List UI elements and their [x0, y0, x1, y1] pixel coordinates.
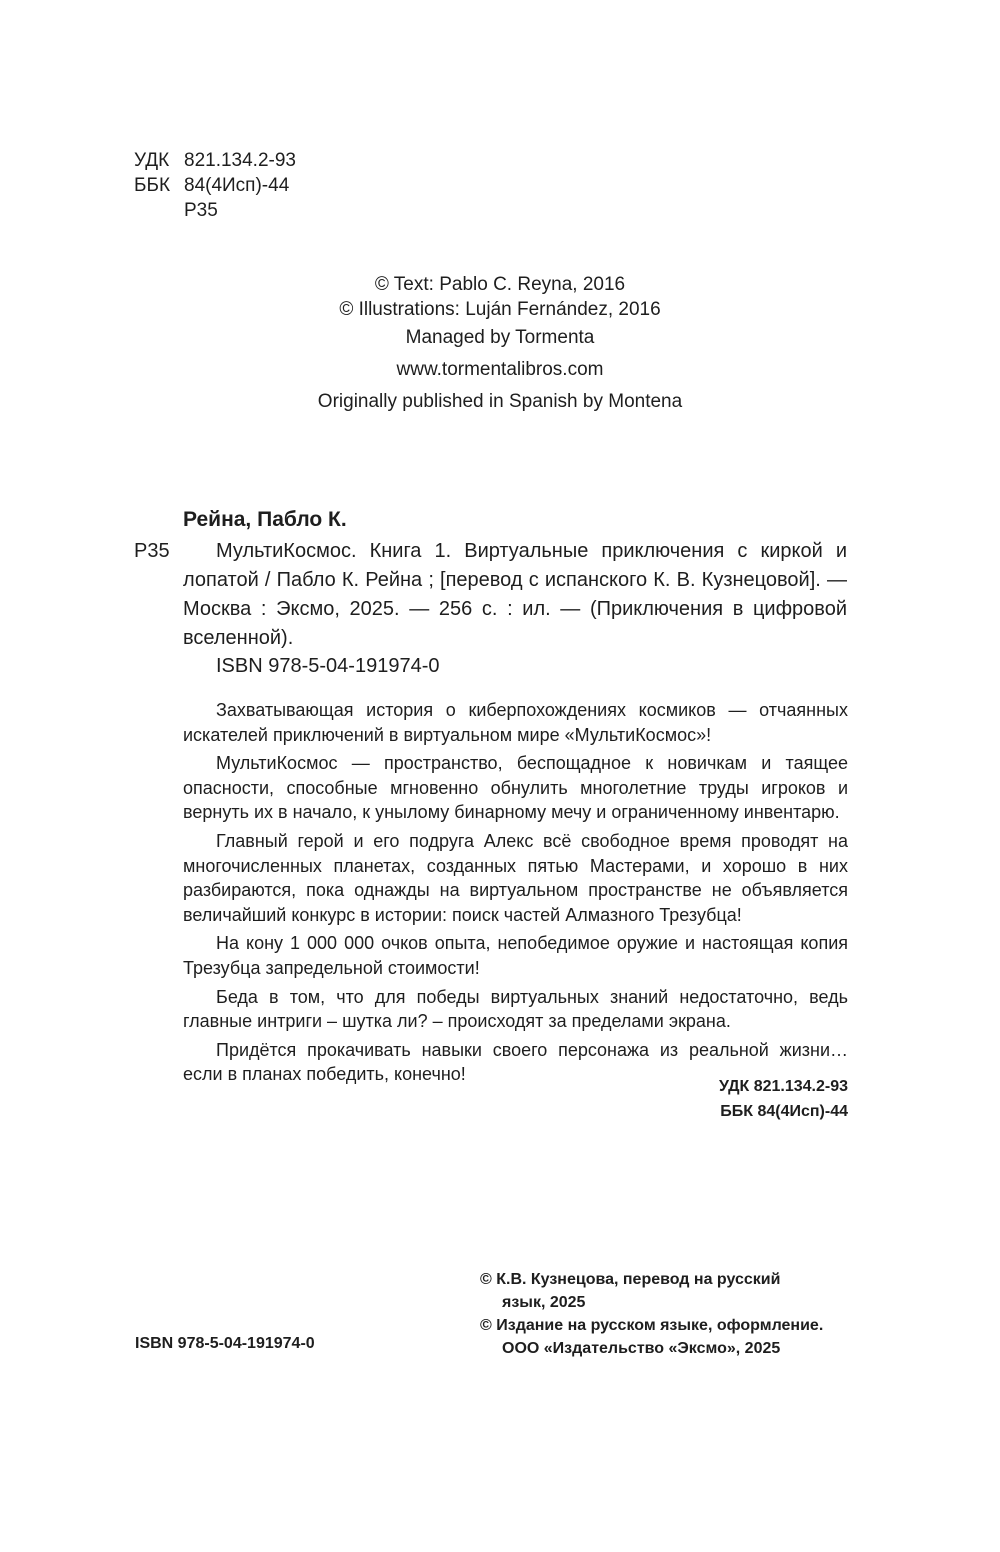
catalog-isbn: ISBN 978-5-04-191974-0 [216, 655, 440, 677]
text-copyright: © Text: Pablo C. Reyna, 2016 [374, 274, 626, 295]
catalog-author: Рейна, Пабло К. [183, 508, 347, 531]
catalog-description: МультиКосмос. Книга 1. Виртуальные приключения с киркой и лопатой / Пабло К. Рейна ; [перевод с испанского К. В. Кузнецовой]. — Москва : Эксмо, 2025. — 256 с. : ил. — (Приключения в цифровой вселенной). [183, 540, 847, 649]
classification-codes [134, 148, 296, 223]
author-sign: Р35 [184, 200, 218, 221]
annotation [183, 698, 848, 1091]
edition-copyright-line1: © Издание на русском языке, оформление. [480, 1317, 824, 1334]
translation-copyright-line2: язык, 2025 [502, 1294, 586, 1311]
translation-copyright-line1: © К.В. Кузнецова, перевод на русский [480, 1271, 781, 1288]
udk-label: УДК [134, 150, 170, 171]
catalog-code: Р35 [134, 540, 170, 562]
udk-bottom: УДК 821.134.2-93 [718, 1078, 848, 1095]
annotation-paragraph: Беда в том, что для победы виртуальных знаний недостаточно, ведь главные интриги – шутка ли? – происходят за пределами экрана. [183, 986, 848, 1032]
annotation-paragraph: МультиКосмос — пространство, беспощадное к новичкам и таящее опасности, способные мгновенно обнулить многолетние труды игроков и вернуть их в начало, к унылому бинарному мечу и ограниченному инвентарю. [183, 753, 848, 823]
author-sign-row [134, 198, 296, 223]
originally-published: Originally published in Spanish by Montena [317, 391, 683, 412]
bbk-label: ББК [134, 175, 171, 196]
isbn-bottom: ISBN 978-5-04-191974-0 [135, 1335, 315, 1352]
copyright-block [480, 1268, 880, 1360]
bbk-bottom: ББК 84(4Исп)-44 [720, 1103, 848, 1120]
udk-value: 821.134.2-93 [184, 150, 296, 171]
annotation-paragraph: Главный герой и его подруга Алекс всё свободное время проводят на многочисленных планетах, созданных пятью Мастерами, и хорошо в них разбираются, пока однажды на виртуальном пространстве не объявляется величайший конкурс в истории: поиск частей Алмазного Трезубца! [183, 830, 848, 925]
illustrations-copyright: © Illustrations: Luján Fernández, 2016 [339, 299, 661, 320]
managed-by: Managed by Tormenta [405, 327, 595, 348]
annotation-paragraph: Захватывающая история о киберпохождениях космиков — отчаянных искателей приключений в виртуальном мире «МультиКосмос»! [183, 700, 848, 745]
annotation-paragraph: Придётся прокачивать навыки своего персонажа из реальной жизни… если в планах победить, конечно! [183, 1039, 848, 1085]
annotation-paragraph: На кону 1 000 000 очков опыта, непобедимое оружие и настоящая копия Трезубца запредельной стоимости! [183, 933, 848, 978]
udk-row [134, 148, 296, 173]
bbk-row [134, 173, 296, 198]
bottom-codes [600, 1074, 848, 1124]
edition-copyright-line2: ООО «Издательство «Эксмо», 2025 [502, 1340, 781, 1357]
website: www.tormentalibros.com [396, 359, 604, 380]
bbk-value: 84(4Исп)-44 [184, 175, 290, 196]
credits-block [0, 272, 1000, 418]
